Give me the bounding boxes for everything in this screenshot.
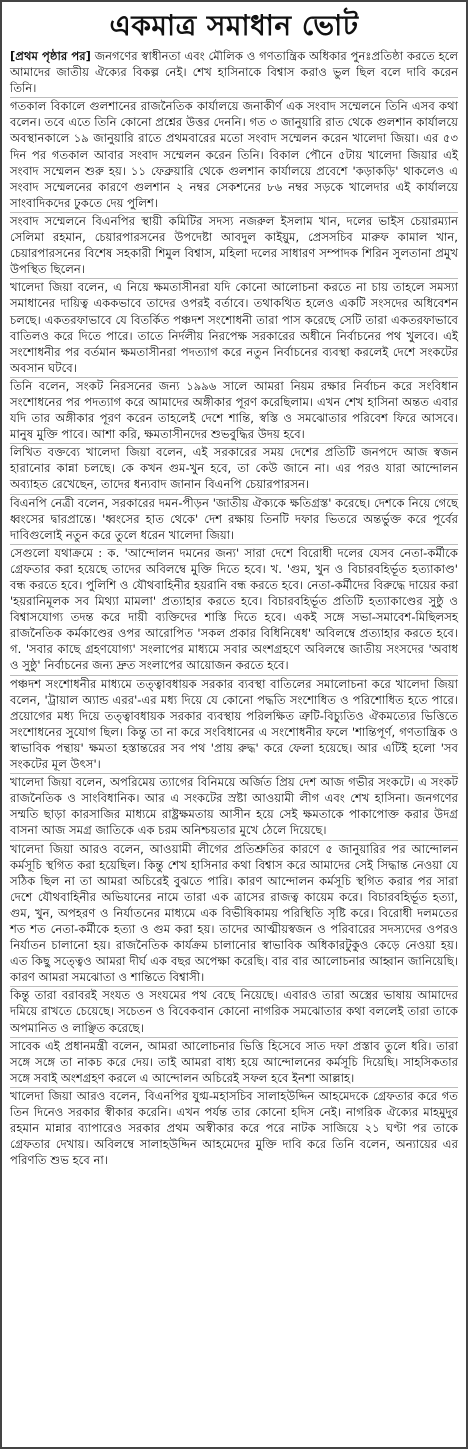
article-paragraph: খালেদা জিয়া আরও বলেন, আওয়ামী লীগের প্রতিশ্রুতির কারণে ৫ জানুয়ারির পর আন্দোলন কর্মসূচি স্থগিত করা হয়েছিল। কিন্তু শেখ হাসিনার কথা বিশ্বাস করে আমাদের সেই সিদ্ধান্ত নেওয়া যে সঠিক ছিল না তা আমরা অচিরেই বুঝতে পারি। কারণ আন্দোলন কর্মসূচি স্থগিত করার পর সারা দেশে যৌথবাহিনীর অভিযানের নামে তারা এক ত্রাসের রাজত্ব কায়েম করে। বিচারবহির্ভূত হত্যা, গুম, খুন, অপহরণ ও নির্যাতনের মাধ্যমে এক বিভীষিকাময় পরিস্থিতি সৃষ্টি করে। বিরোধী দলমতের শত শত নেতা-কর্মীকে হত্যা ও গুম করা হয়। তাদের আত্মীয়স্বজন ও পরিবারের সদস্যদের ওপরও নির্যাতন চালানো হয়। রাজনৈতিক কার্যক্রম চালানোর স্বাভাবিক অধিকারটুকুও কেড়ে নেওয়া হয়। এত কিছু সত্ত্বেও আমরা দীর্ঘ এক বছর অপেক্ষা করেছি। বার বার আলোচনার আহ্বান জানিয়েছি। কারণ আমরা সমঝোতা ও শান্তিতে বিশ্বাসী। [10,841,458,988]
continuation-label: [প্রথম পৃষ্ঠার পর] [10,49,91,63]
article-paragraph: গতকাল বিকালে গুলশানের রাজনৈতিক কার্যালয়ে জনাকীর্ণ এক সংবাদ সম্মেলনে তিনি এসব কথা বলেন। তবে এতে তিনি কোনো প্রশ্নের উত্তর দেননি। গত ৩ জানুয়ারি রাত থেকে গুলশান কার্যালয়ে অবস্থানকালে ১৯ জানুয়ারি রাতে প্রথমবারের মতো সংবাদ সম্মেলন করেন খালেদা জিয়া। এর ৫৩ দিন পর গতকাল আবার সংবাদ সম্মেলন করেন তিনি। বিকাল পৌনে ৫টায় খালেদা জিয়ার এই সংবাদ সম্মেলন শুরু হয়। ১১ ফেব্রুয়ারি থেকে গুলশান কার্যালয়ে প্রবেশে 'কড়াকড়ি' থাকলেও এ সংবাদ সম্মেলনের কারণে গুলশান ২ নম্বর সেকশনের ৮৬ নম্বর সড়কে খালেদার এই কার্যালয়ে সাংবাদিকদের ঢুকতে দেয় পুলিশ। [10,98,458,213]
paragraph-text: জনগণের স্বাধীনতা এবং মৌলিক ও গণতান্ত্রিক অধিকার পুনঃপ্রতিষ্ঠা করতে হলে আমাদের জাতীয় ঐক্যের বিকল্প নেই। শেখ হাসিনাকে বিশ্বাস করাও ভুল ছিল বলে দাবি করেন তিনি। [10,49,458,96]
article-paragraph: পঞ্চদশ সংশোধনীর মাধ্যমে তত্ত্বাবধায়ক সরকার ব্যবস্থা বাতিলের সমালোচনা করে খালেদা জিয়া বলেন, 'ট্রায়াল অ্যান্ড এরর'-এর মধ্য দিয়ে যে কোনো পদ্ধতি সংশোধিত ও পরিশোধিত হতে পারে। প্রয়োগের মধ্য দিয়ে তত্ত্বাবধায়ক সরকার ব্যবস্থায় পরিলক্ষিত ত্রুটি-বিচ্যুতিও ঐকমত্যের ভিত্তিতে সংশোধনের সুযোগ ছিল। কিন্তু তা না করে সংবিধানের এ সংশোধনীর ফলে 'শান্তিপূর্ণ, গণতান্ত্রিক ও স্বাভাবিক পন্থায়' ক্ষমতা হস্তান্তরের সব পথ 'প্রায় রুদ্ধ' করে ফেলা হয়েছে। আর এটিই হলো 'সব সংকটের মূল উৎস'। [10,676,458,775]
article-paragraph: সংবাদ সম্মেলনে বিএনপির স্থায়ী কমিটির সদস্য নজরুল ইসলাম খান, দলের ভাইস চেয়ারম্যান সেলিমা রহমান, চেয়ারপারসনের উপদেষ্টা আবদুল কাইয়ুম, প্রেসসচিব মারুফ কামাল খান, চেয়ারপারসনের বিশেষ সহকারী শিমুল বিশ্বাস, মহিলা দলের সাধারণ সম্পাদক শিরিন সুলতানা প্রমুখ উপস্থিত ছিলেন। [10,213,458,279]
article-paragraph: লিখিত বক্তব্যে খালেদা জিয়া বলেন, এই সরকারের সময় দেশের প্রতিটি জনপদে আজ স্বজন হারানোর কান্না চলছে। কে কখন গুম-খুন হবে, তা কেউ জানে না। এর পরও যারা আন্দোলন অব্যাহত রেখেছেন, তাদের ধন্যবাদ জানান বিএনপি চেয়ারপারসন। [10,444,458,494]
article-paragraph: খালেদা জিয়া বলেন, এ নিয়ে ক্ষমতাসীনরা যদি কোনো আলোচনা করতে না চায় তাহলে সমস্যা সমাধানের দায়িত্ব এককভাবে তাদের ওপরই বর্তাবে। তথাকথিত হলেও একটি সংসদের অধিবেশন চলছে। একতরফাভাবে যে বিতর্কিত পঞ্চদশ সংশোধনী তারা পাস করেছে সেটি তারা একতরফাভাবে বাতিলও করে দিতে পারে। তাতে নির্দলীয় নিরপেক্ষ সরকারের অধীনে নির্বাচনের পথ খুলবে। এই সংশোধনীর পর বর্তমান ক্ষমতাসীনরা পদত্যাগ করে নতুন নির্বাচনের ব্যবস্থা করলেই দেশে সংকটের অবসান ঘটবে। [10,279,458,378]
article-paragraph: কিন্তু তারা বরাবরই সংযত ও সংযমের পথ বেছে নিয়েছে। এবারও তারা অস্ত্রের ভাষায় আমাদের দমিয়ে রাখতে চেয়েছে। সচেতন ও বিবেকবান কোনো নাগরিক সমঝোতার কথা বললেই তারা তাকে অপমানিত ও লাঞ্ছিত করেছে। [10,987,458,1037]
article-body [10,48,458,1169]
article-headline: একমাত্র সমাধান ভোট [109,9,359,42]
article-paragraph: তিনি বলেন, সংকট নিরসনের জন্য ১৯৯৬ সালে আমরা নিয়ম রক্ষার নির্বাচন করে সংবিধান সংশোধনের পর পদত্যাগ করে আমাদের অঙ্গীকার পূরণ করেছিলাম। এখন শেখ হাসিনা অন্তত এবার যদি তার অঙ্গীকার পূরণ করেন তাহলেই দেশে শান্তি, স্বস্তি ও সমঝোতার পরিবেশ ফিরে আসবে। মানুষ মুক্তি পাবে। আশা করি, ক্ষমতাসীনদের শুভবুদ্ধির উদয় হবে। [10,378,458,444]
article-paragraph: খালেদা জিয়া বলেন, অপরিমেয় ত্যাগের বিনিময়ে অর্জিত প্রিয় দেশ আজ গভীর সংকটে। এ সংকট রাজনৈতিক ও সাংবিধানিক। আর এ সংকটের স্রষ্টা আওয়ামী লীগ এবং শেখ হাসিনা। জনগণের সম্মতি ছাড়া কারসাজির মাধ্যমে রাষ্ট্রক্ষমতায় আসীন হয়ে সেই ক্ষমতাকে পাকাপোক্ত করার উদগ্র বাসনা আজ সমগ্র জাতিকে এক চরম অনিশ্চয়তার মুখে ঠেলে দিয়েছে। [10,774,458,840]
article-paragraph: খালেদা জিয়া আরও বলেন, বিএনপির যুগ্ম-মহাসচিব সালাহউদ্দিন আহমেদকে গ্রেফতার করে গত তিন দিনেও সরকার স্বীকার করেনি। এখন পর্যন্ত তার কোনো হদিস নেই। নাগরিক ঐক্যের মাহমুদুর রহমান মান্নার ব্যাপারেও সরকার প্রথম অস্বীকার করে পরে নাটক সাজিয়ে ২১ ঘণ্টা পর তাকে গ্রেফতার দেখায়। অবিলম্বে সালাহউদ্দিন আহমেদের মুক্তি দাবি করে তিনি বলেন, অন্যায়ের এর পরিণতি শুভ হবে না। [10,1088,458,1168]
article-paragraph: সেগুলো যথাক্রমে : ক. 'আন্দোলন দমনের জন্য' সারা দেশে বিরোধী দলের যেসব নেতা-কর্মীকে গ্রেফতার করা হয়েছে তাদের অবিলম্বে মুক্তি দিতে হবে। খ. 'গুম, খুন ও বিচারবহির্ভূত হত্যাকাণ্ড' বন্ধ করতে হবে। পুলিশি ও যৌথবাহিনীর হয়রানি বন্ধ করতে হবে। নেতা-কর্মীদের বিরুদ্ধে দায়ের করা 'হয়রানিমূলক সব মিথ্যা মামলা' প্রত্যাহার করতে হবে। বিচারবহির্ভূত প্রতিটি হত্যাকাণ্ডের সুষ্ঠু ও বিশ্বাসযোগ্য তদন্ত করে দায়ী ব্যক্তিদের শাস্তি দিতে হবে। একই সঙ্গে সভা-সমাবেশ-মিছিলসহ রাজনৈতিক কর্মকাণ্ডের ওপর আরোপিত 'সকল প্রকার বিধিনিষেধ' অবিলম্বে প্রত্যাহার করতে হবে। গ. 'সবার কাছে গ্রহণযোগ্য' সংলাপের মাধ্যমে সবার অংশগ্রহণে অবিলম্বে জাতীয় সংসদের 'অবাধ ও সুষ্ঠু' নির্বাচনের জন্য দ্রুত সংলাপের আয়োজন করতে হবে। [10,545,458,676]
article-paragraph: সাবেক এই প্রধানমন্ত্রী বলেন, আমরা আলোচনার ভিত্তি হিসেবে সাত দফা প্রস্তাব তুলে ধরি। তারা সঙ্গে সঙ্গে তা নাকচ করে দেয়। তাই আমরা বাধ্য হয়ে আন্দোলনের কর্মসূচি দিয়েছি। সাহসিকতার সঙ্গে সবাই অংশগ্রহণ করলে এ আন্দোলন অচিরেই সফল হবে ইনশা আল্লাহ। [10,1038,458,1088]
article-paragraph: বিএনপি নেত্রী বলেন, সরকারের দমন-পীড়ন 'জাতীয় ঐক্যকে ক্ষতিগ্রস্ত' করেছে। দেশকে নিয়ে গেছে ধ্বংসের দ্বারপ্রান্তে। 'ধ্বংসের হাত থেকে' দেশ রক্ষায় তিনটি দফার ভিতরে অন্তর্ভুক্ত করে পূর্বের দাবিগুলোই নতুন করে তুলে ধরেন খালেদা জিয়া। [10,495,458,545]
article-paragraph [10,48,458,98]
